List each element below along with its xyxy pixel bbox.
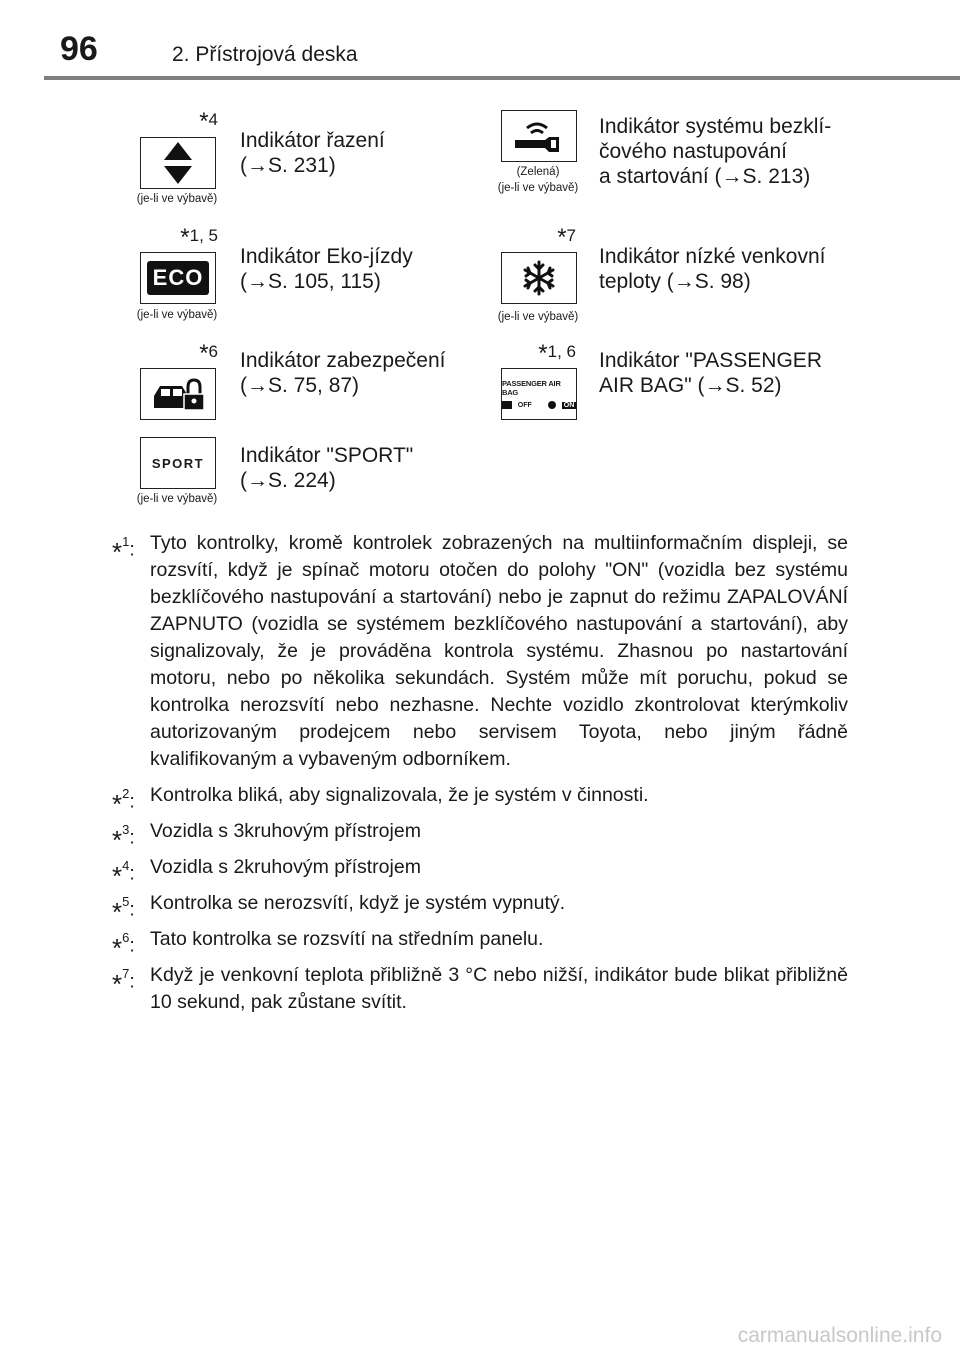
indicator-description: Indikátor "SPORT" (→S. 224): [240, 444, 414, 492]
footnote: *$^4$: Vozidla s 2kruhovým přístrojem: [112, 856, 421, 891]
indicator-description: Indikátor Eko-jízdy (→S. 105, 115): [240, 245, 413, 293]
watermark: carmanualsonline.info: [737, 1324, 942, 1347]
availability-note: (je-li ve výbavě): [136, 309, 218, 321]
car-lock-icon: [140, 368, 216, 420]
footnote-ref: *6: [199, 340, 218, 367]
indicator-description: Indikátor nízké venkovní teploty (→S. 98): [599, 245, 826, 293]
availability-note: (je-li ve výbavě): [497, 311, 579, 323]
availability-note: (je-li ve výbavě): [136, 493, 218, 505]
color-note: (Zelená): [516, 166, 560, 178]
footnote-ref: *7: [557, 224, 576, 251]
footnote-ref: *4: [199, 108, 218, 135]
footnote: *$^3$: Vozidla s 3kruhovým přístrojem: [112, 820, 421, 855]
passenger-airbag-icon: PASSENGER AIR BAG OFF ON: [501, 368, 577, 420]
footnote-ref: *1, 6: [538, 340, 576, 367]
eco-icon: ECO: [140, 252, 216, 304]
snowflake-icon: [501, 252, 577, 304]
indicator-description: Indikátor řazení (→S. 231): [240, 129, 385, 177]
footnote: *$^2$: Kontrolka bliká, aby signalizovala, že je systém v činnosti.: [112, 784, 649, 819]
footnote-ref: *1, 5: [180, 224, 218, 251]
indicator-description: Indikátor systému bezklí- čového nastupování a startování (→S. 213): [599, 115, 832, 188]
footnote: *$^1$: Tyto kontrolky, kromě kontrolek zobrazených na multiinformačním displeji, se rozsvítí, když je spínač motoru otočen do polohy "ON" (vozidla bez systému bezklíčového nastupování a startování) nebo je zapnut do režimu ZAPALOVÁNÍ ZAPNUTO (vozidla se systémem bezklíčového nastupování a startování), aby signalizovaly, že je prováděna kontrola systému. Zhasnou po nastartování motoru, nebo po několika sekundách. Systém může mít poruchu, pokud se kontrolka nerozsvítí nebo nezhasne. Nechte vozidlo zkontrolovat kterýmkoliv autorizovaným prodejcem nebo servisem Toyota, nebo jiným řádně kvalifikovaným a vybaveným odborníkem.: [112, 532, 848, 770]
chapter-title: 2. Přístrojová deska: [172, 43, 358, 66]
footnotes: [112, 530, 848, 1025]
indicator-description: Indikátor "PASSENGER AIR BAG" (→S. 52): [599, 349, 822, 397]
header-rule: [44, 76, 960, 80]
indicator-description: Indikátor zabezpečení (→S. 75, 87): [240, 349, 446, 397]
footnote: *$^7$: Když je venkovní teplota přibližně 3 °C nebo nižší, indikátor bude blikat přibližně 10 sekund, pak zůstane svítit.: [112, 964, 848, 1013]
smart-key-icon: [501, 110, 577, 162]
page-header: [0, 0, 960, 80]
sport-icon: SPORT: [140, 437, 216, 489]
availability-note: (je-li ve výbavě): [136, 193, 218, 205]
availability-note: (je-li ve výbavě): [497, 182, 579, 194]
shift-arrows-icon: [140, 137, 216, 189]
footnote: *$^6$: Tato kontrolka se rozsvítí na středním panelu.: [112, 928, 544, 963]
footnote: *$^5$: Kontrolka se nerozsvítí, když je systém vypnutý.: [112, 892, 566, 927]
page-number: 96: [60, 30, 98, 68]
